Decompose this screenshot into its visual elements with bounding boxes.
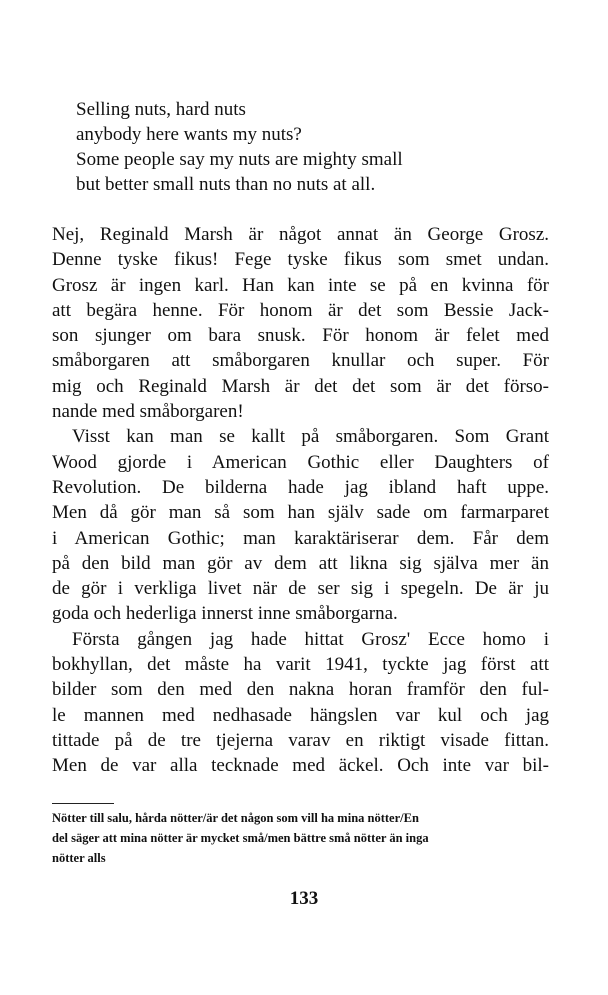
footnote-divider [52, 803, 114, 804]
body-line: Grosz är ingen karl. Han kan inte se på en kvinna för [52, 274, 549, 296]
body-line: Revolution. De bilderna hade jag ibland haft uppe. [52, 476, 549, 498]
body-line: i American Gothic; man karaktäriserar dem. Får dem [52, 527, 549, 549]
body-line: Men då gör man så som han själv sade om farmarparet [52, 502, 549, 524]
body-line: Första gången jag hade hittat Grosz' Ecce homo i [72, 628, 549, 650]
body-line: bokhyllan, det måste ha varit 1941, tyckte jag först att [52, 654, 549, 676]
footnote [52, 808, 549, 868]
footnote-line: Nötter till salu, hårda nötter/är det någon som vill ha mina nötter/En [52, 811, 419, 825]
body-line: Wood gjorde i American Gothic eller Daughters of [52, 451, 549, 473]
verse-line: anybody here wants my nuts? [76, 124, 302, 145]
body-line: son sjunger om bara snusk. För honom är felet med [52, 325, 549, 347]
body-line: de gör i verkliga livet när de ser sig i spegeln. De är ju [52, 578, 549, 600]
body-line: goda och hederliga innerst inne småborgarna. [52, 603, 398, 625]
body-line: Nej, Reginald Marsh är något annat än George Grosz. [52, 224, 549, 245]
body-line: Men de var alla tecknade med äckel. Och inte var bil- [52, 755, 549, 777]
body-line: Denne tyske fikus! Fege tyske fikus som smet undan. [52, 249, 549, 271]
body-text [52, 222, 549, 779]
body-line: mig och Reginald Marsh är det det som är det förso- [52, 375, 549, 397]
body-line: att begära henne. För honom är det som Bessie Jack- [52, 299, 549, 321]
song-verse [76, 97, 556, 197]
verse-line: Selling nuts, hard nuts [76, 99, 246, 120]
footnote-line: nötter alls [52, 851, 106, 865]
body-line: tittade på de tre tjejerna varav en riktigt visade fittan. [52, 729, 549, 751]
verse-line: Some people say my nuts are mighty small [76, 149, 403, 170]
body-line: le mannen med nedhasade hängslen var kul och jag [52, 704, 549, 726]
body-line: bilder som den med den nakna horan framför den ful- [52, 679, 549, 701]
footnote-line: del säger att mina nötter är mycket små/men bättre små nötter än inga [52, 831, 429, 845]
body-line: nande med småborgaren! [52, 401, 244, 423]
body-line: på den bild man gör av dem att likna sig själva mer än [52, 552, 549, 574]
body-line: Visst kan man se kallt på småborgaren. Som Grant [72, 426, 549, 448]
body-line: småborgaren att småborgaren knullar och super. För [52, 350, 549, 372]
page-number: 133 [289, 888, 319, 909]
verse-line: but better small nuts than no nuts at all. [76, 174, 376, 195]
